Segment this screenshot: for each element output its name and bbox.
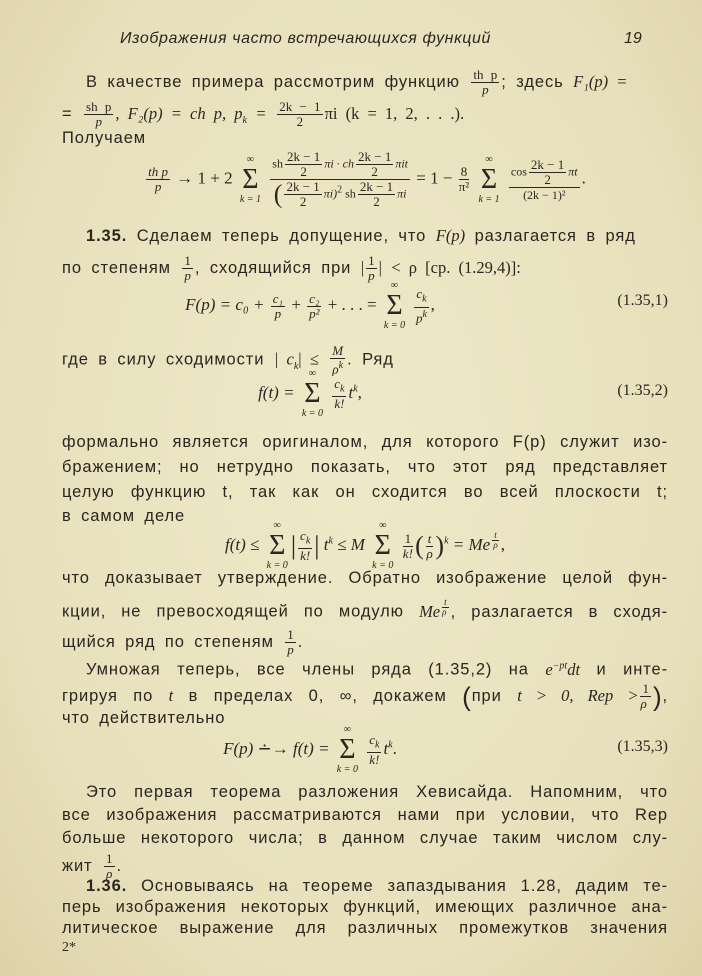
signature-mark: 2* — [62, 940, 76, 955]
math: F₁(p) = — [573, 71, 628, 91]
formula: F(p) = c₀ + $\frac{\text{c₁}}{p}$ + $\frac{\text{c₂}}{\text{p²}}$ + . . . = ∞ Σ k = 0 $\frac{c_k}{p^k}$ , — [185, 280, 435, 331]
text-line: Это первая теорема разложения Хевисайда. Напомним, что — [86, 783, 668, 801]
fraction: $\frac{\text{th p}}{p}$ — [473, 67, 498, 97]
text-line: в самом деле — [62, 507, 186, 525]
formula: f(t) ≤ ∞ Σ k = 0 | $\frac{c_k}{k!}$ | $t^k \le M$ ∞ Σ k = 0 $\frac{1}{k!}$ ( $\frac{t}{\rho}$ )$^k$ = Me $^{\frac{t}{\rho}}$ , — [225, 520, 505, 571]
text-line: по степеням $\frac{1}{p}$ , сходящийся при | $\frac{1}{p}$ | < ρ [ср. (1.29,4)]: — [62, 253, 521, 283]
text-line: формально является оригиналом, для которого F(p) служит изо- — [62, 433, 668, 451]
text-line: все изображения рассматриваются нами при условии, что Rep — [62, 806, 668, 824]
text-line: грируя по t в пределах 0, ∞, докажем (при t > 0, Rep > $\frac{1}{\rho}$ ), — [62, 681, 668, 712]
section-1-36-heading: 1.36. Основываясь на теореме запаздывания 1.28, дадим те- — [86, 877, 668, 895]
text: В качестве примера рассмотрим функцию — [86, 72, 460, 91]
formula: F(p) ∸→ f(t) = ∞ Σ k = 0 $\frac{c_k}{k!}$ $t^k$. — [223, 724, 397, 775]
sum-symbol: ∞ Σ k = 1 — [239, 153, 262, 205]
text-line: где в силу сходимости | $c_k|$ ≤ $\frac{M}{\rho^k}$ . Ряд — [62, 343, 394, 377]
text-line: = $\frac{\text{sh p}}{p}$ , F₂(p) = ch p, $p_k$ = $\frac{2k - 1}{2}$ πi (k = 1, 2, . . .). — [62, 99, 465, 129]
text-line: литическое выражение для различных промежутков значения — [62, 919, 668, 937]
formula: $\frac{\text{th p}}{p}$ → 1 + 2 ∞ Σ k = 1 sh $\frac{2k - 1}{2}$ πi · ch $\frac{2k - 1}{2}$ πit ( $\frac{2k - 1}{2}$ πi)$^2$ sh $\frac{2k - 1}{2}$ πi = 1 − $\frac{8}{\text{π²}}$ ∞ Σ k = 1 cos $\frac{2k - 1}{2}$ πt (2k − 1)² . — [148, 149, 586, 209]
fraction: $\frac{\text{sh p}}{p}$ — [86, 99, 112, 129]
text-line: что действительно — [62, 709, 226, 727]
text-line: В качестве примера рассмотрим функцию $\frac{\text{th p}}{p}$ ; здесь F₁(p) = — [86, 67, 628, 97]
text-line: перь изображения некоторых функций, имеющих различное ана- — [62, 898, 668, 916]
text-line: Умножая теперь, все члены ряда (1.35,2) на $e^{-pt}dt$ и инте- — [86, 659, 669, 679]
text-line: больше некоторого числа; в данном случае таким числом слу- — [62, 829, 668, 847]
text-line: что доказывает утверждение. Обратно изображение целой фун- — [62, 569, 668, 587]
text-line: целую функцию t, так как он сходится во всей плоскости t; — [62, 483, 668, 501]
text-line: кции, не превосходящей по модулю Me $^{\frac{t}{\rho}}$ , разлагается в сходя- — [62, 597, 669, 621]
running-header: Изображения часто встречающихся функций — [120, 30, 491, 47]
equation-number: (1.35,2) — [617, 382, 668, 399]
section-1-35-heading: 1.35. Сделаем теперь допущение, что F(p) разлагается в ряд — [86, 226, 636, 245]
equation-number: (1.35,1) — [617, 292, 668, 309]
text-line: жит $\frac{1}{\rho}$ . — [62, 851, 122, 881]
text-line: Получаем — [62, 129, 147, 147]
text-line: щийся ряд по степеням $\frac{1}{p}$ . — [62, 627, 304, 657]
equation-number: (1.35,3) — [617, 738, 668, 755]
fraction: $\frac{2k - 1}{2}$ — [279, 99, 321, 129]
formula: f(t) = ∞ Σ k = 0 $\frac{c_k}{k!}$ $t^k$, — [258, 368, 362, 419]
page-number: 19 — [624, 30, 642, 47]
text-line: бражением; но нетрудно показать, что этот ряд представляет — [62, 458, 668, 476]
